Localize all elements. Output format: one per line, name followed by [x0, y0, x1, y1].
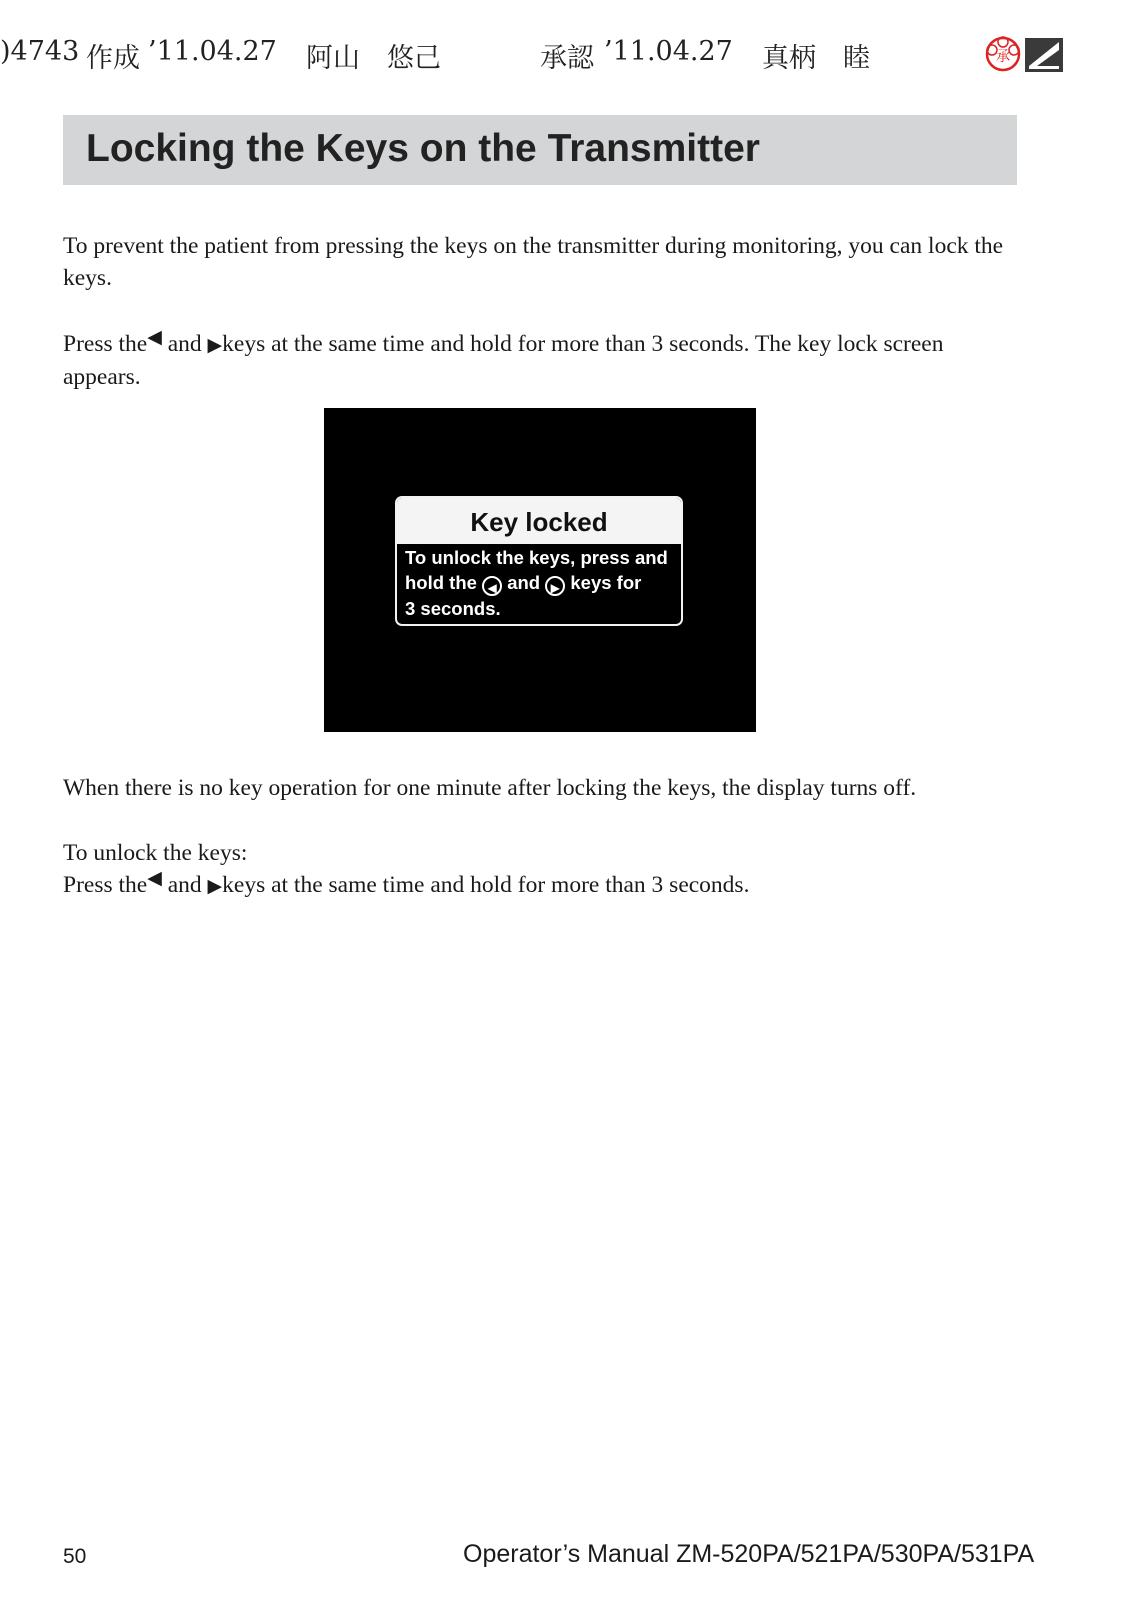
created-label: 作成 [86, 43, 140, 74]
created-name: 阿山 悠己 [306, 43, 441, 74]
unlock-heading: To unlock the keys: [63, 840, 248, 866]
approved-date: ’11.04.27 [604, 36, 733, 67]
lock-press-text: Press the [63, 331, 148, 357]
dialog-line-1: To unlock the keys, press and [405, 547, 668, 568]
left-key-icon: ◀ [147, 326, 162, 348]
display-off-paragraph: When there is no key operation for one minute after locking the keys, the display turns off. [63, 775, 917, 801]
approval-stamp-line [0, 36, 1000, 76]
doc-number: )4743 [0, 36, 80, 67]
unlock-instruction-paragraph [63, 869, 1023, 902]
key-locked-dialog [395, 496, 683, 626]
lock-instruction-paragraph [63, 328, 1023, 393]
unlock-right-key-icon: ▶ [207, 875, 223, 897]
dialog-line-2 [405, 570, 673, 596]
dialog-title: Key locked [397, 498, 681, 544]
key-lock-screen-image [324, 408, 756, 732]
unlock-left-key-icon: ◀ [147, 867, 162, 889]
section-title: Locking the Keys on the Transmitter [86, 127, 760, 170]
approved-name: 真柄 睦 [762, 43, 870, 74]
lock-rest-text: keys at the same time and hold for more than 3 seconds. The key lock screen appears. [63, 331, 944, 390]
right-key-icon: ▶ [207, 334, 223, 356]
right-circle-key-icon: ▶ [545, 576, 565, 596]
unlock-press-text: Press the [63, 872, 148, 898]
dialog-message [397, 544, 681, 621]
approval-seal-icon [985, 36, 1021, 72]
dialog-keys-for-text: keys for [570, 572, 642, 593]
approved-label: 承認 [540, 43, 594, 74]
section-title-bar [63, 115, 1017, 185]
dialog-hold-text: hold the [405, 572, 477, 593]
unlock-rest-text: keys at the same time and hold for more than 3 seconds. [222, 872, 750, 898]
manual-title: Operator’s Manual ZM-520PA/521PA/530PA/531PA [463, 1540, 1035, 1568]
dialog-and-text: and [507, 572, 541, 593]
dialog-line-3: 3 seconds. [405, 598, 501, 619]
seal-text: 承 [996, 49, 1010, 65]
created-date: ’11.04.27 [148, 36, 277, 67]
left-circle-key-icon: ◀ [482, 576, 502, 596]
intro-paragraph: To prevent the patient from pressing the keys on the transmitter during monitoring, you can lock the keys. [63, 233, 1004, 291]
company-logo-icon [1025, 38, 1063, 72]
lock-and-text: and [167, 331, 202, 357]
unlock-and-text: and [167, 872, 202, 898]
page-number: 50 [63, 1545, 87, 1568]
